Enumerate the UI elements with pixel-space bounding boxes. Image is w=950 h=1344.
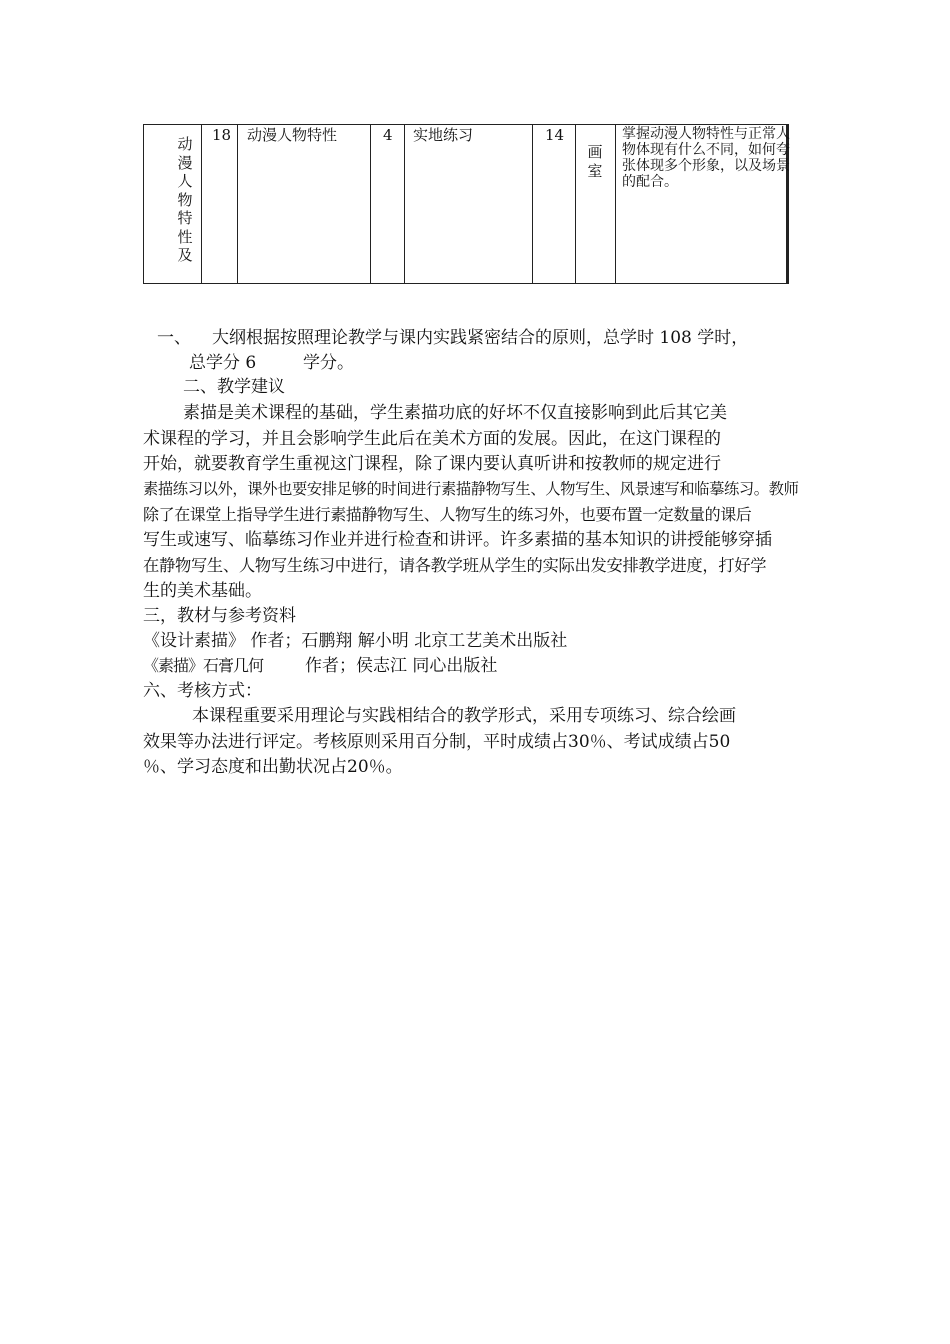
chapter-char: 漫 <box>177 153 193 172</box>
location-char: 画 <box>587 143 603 161</box>
method-cell: 实地练习 <box>413 126 474 144</box>
col-title <box>238 125 371 283</box>
chapter-char: 性 <box>177 227 193 246</box>
week-cell: 14 <box>545 126 565 144</box>
reference-2-author: 作者；侯志江 同心出版社 <box>305 656 498 676</box>
chapter-char: 人 <box>177 172 193 190</box>
col-chapter <box>144 125 202 283</box>
section2-line: 写生或速写、临摹练习作业并进行检查和讲评。许多素描的基本知识的讲授能够穿插 <box>143 530 772 550</box>
section1-line2b: 学分。 <box>303 353 354 373</box>
section2-line: 素描是美术课程的基础，学生素描功底的好坏不仅直接影响到此后其它美 <box>183 403 727 423</box>
section6-line: ％、学习态度和出勤状况占20％。 <box>143 757 403 777</box>
chapter-char: 及 <box>177 246 193 264</box>
col-hours <box>371 125 405 283</box>
reference-1: 《设计素描》 作者；石鹏翔 解小明 北京工艺美术出版社 <box>143 631 568 651</box>
hours-cell: 4 <box>383 126 393 144</box>
section2-line: 在静物写生、人物写生练习中进行，请各教学班从学生的实际出发安排教学进度，打好学 <box>143 556 767 575</box>
title-cell: 动漫人物特性 <box>247 126 338 144</box>
section2-line: 素描练习以外，课外也要安排足够的时间进行素描静物写生、人物写生、风景速写和临摹练习。教师 <box>143 480 799 498</box>
section1-number: 一、 <box>157 328 191 348</box>
number-cell: 18 <box>212 126 232 144</box>
col-number <box>202 125 238 283</box>
syllabus-table <box>143 124 789 284</box>
col-week <box>533 125 576 283</box>
section6-line: 效果等办法进行评定。考核原则采用百分制，平时成绩占30％、考试成绩占50 <box>143 732 731 752</box>
chapter-char: 物 <box>177 190 193 209</box>
section2-line: 除了在课堂上指导学生进行素描静物写生、人物写生的练习外，也要布置一定数量的课后 <box>143 505 752 524</box>
section2-line: 术课程的学习，并且会影响学生此后在美术方面的发展。因此，在这门课程的 <box>143 429 721 449</box>
reference-2-title: 《素描》石膏几何 <box>143 656 264 675</box>
col-method <box>405 125 533 283</box>
chapter-cell <box>177 135 193 265</box>
requirement-cell: 掌握动漫人物特性与正常人物体现有什么不同，如何夸张体现多个形象，以及场景的配合。 <box>622 126 790 190</box>
section6-heading: 六、考核方式： <box>143 681 262 701</box>
section1-line2a: 总学分 6 <box>189 353 257 373</box>
section1-line1: 大纲根据按照理论教学与课内实践紧密结合的原则，总学时 108 学时， <box>212 328 749 348</box>
section2-heading: 二、教学建议 <box>183 377 285 397</box>
section2-line: 开始，就要教育学生重视这门课程，除了课内要认真听讲和按教师的规定进行 <box>143 454 721 474</box>
section3-heading: 三，教材与参考资料 <box>143 606 296 626</box>
location-cell <box>587 143 603 181</box>
section2-line: 生的美术基础。 <box>143 581 262 601</box>
location-char: 室 <box>587 162 603 180</box>
section6-line: 本课程重要采用理论与实践相结合的教学形式，采用专项练习、综合绘画 <box>192 706 736 726</box>
chapter-char: 动 <box>177 135 193 153</box>
chapter-char: 特 <box>177 209 193 227</box>
